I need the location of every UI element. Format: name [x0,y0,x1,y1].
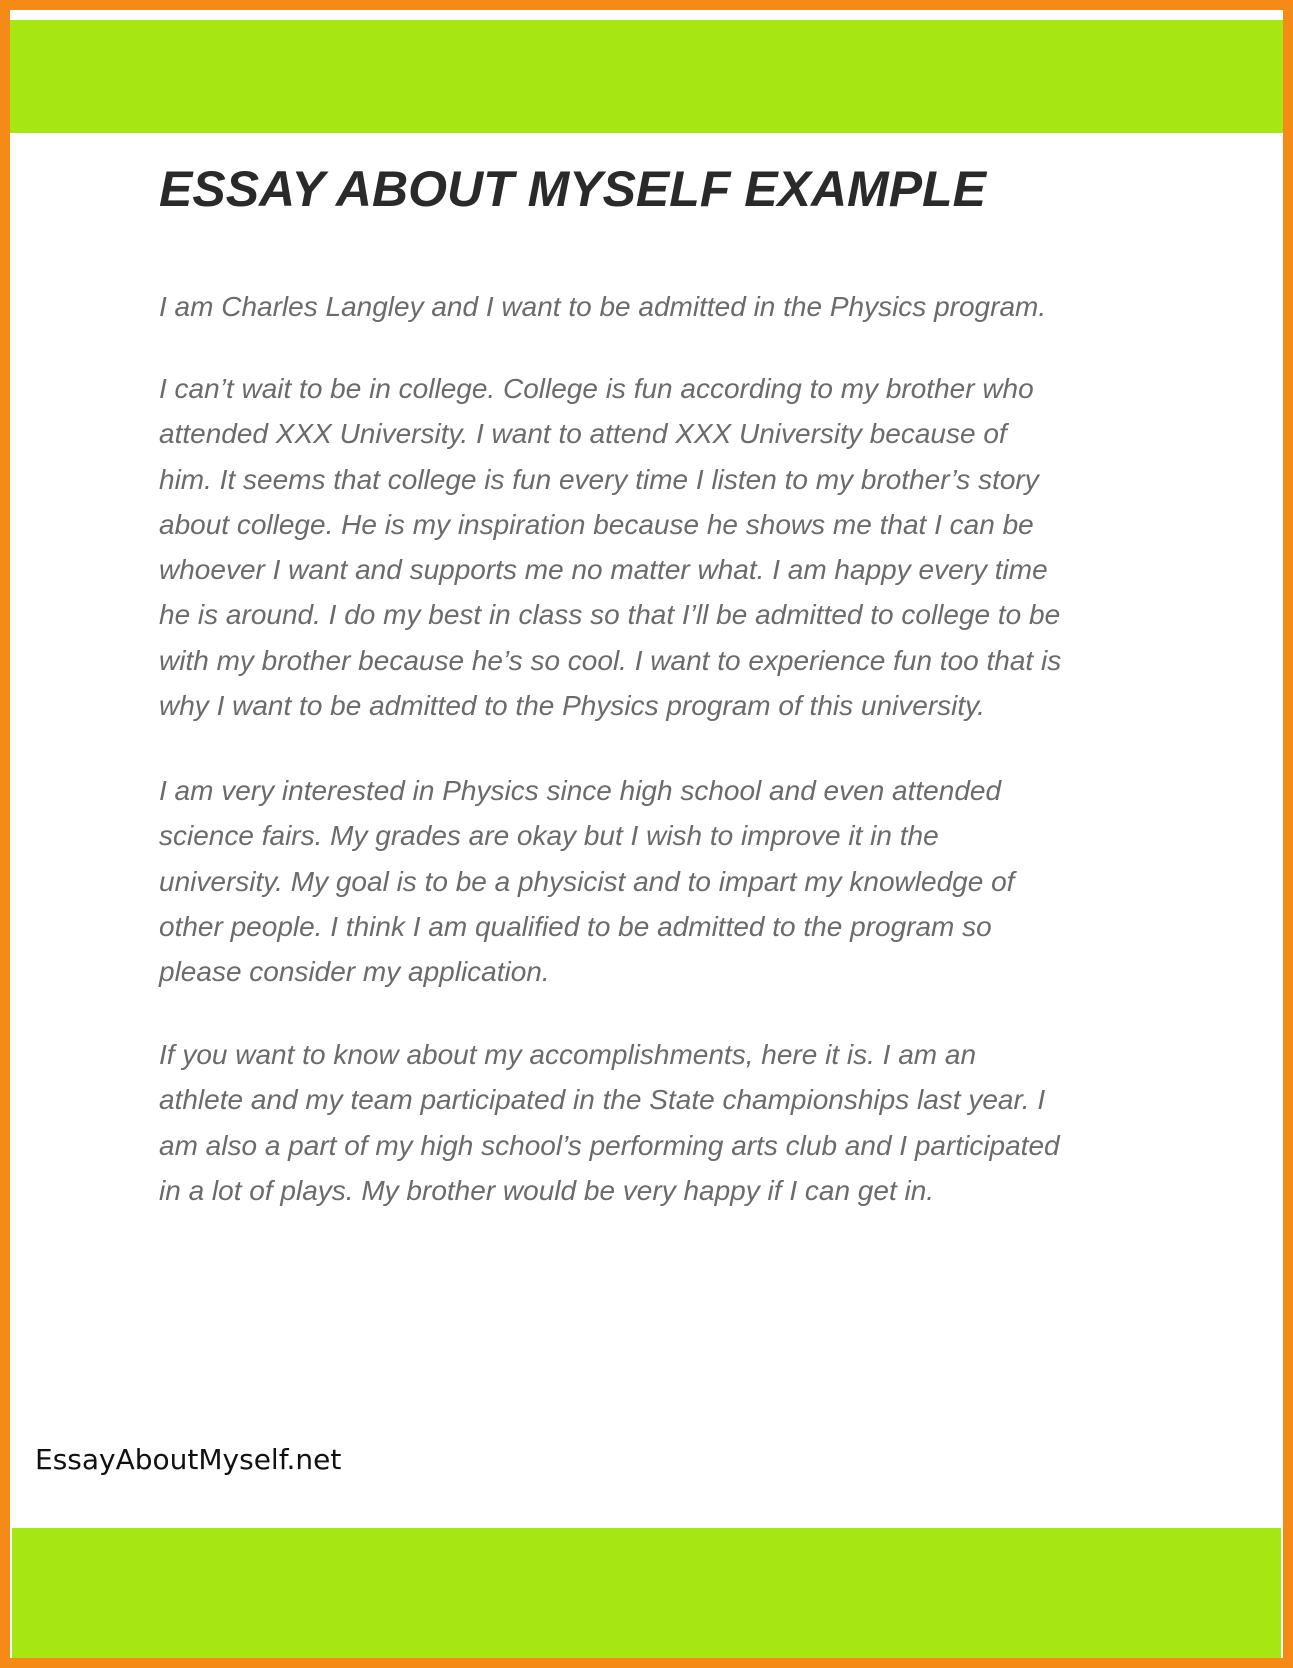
essay-paragraph-intro: I am Charles Langley and I want to be admitted in the Physics program. [159,291,1047,322]
essay-paragraph-physics: I am very interested in Physics since high school and even attended science fairs. My grades are okay but I wish to improve it in the university. My goal is to be a physicist and to impart my knowledge of other people. I think I am qualified to be admitted to the program so please consider my application. [159,775,1015,988]
essay-title: ESSAY ABOUT MYSELF EXAMPLE [159,161,986,217]
footer-site-name: EssayAboutMyself.net [35,1443,342,1476]
top-green-band [10,20,1283,133]
essay-paragraph-college: I can’t wait to be in college. College is fun according to my brother who attended XXX University. I want to attend XXX University because of him. It seems that college is fun every time I listen to my brother’s story about college. He is my inspiration because he shows me that I can be whoever I want and supports me no matter what. I am happy every time he is around. I do my best in class so that I’ll be admitted to college to be with my brother because he’s so cool. I want to experience fun too that is why I want to be admitted to the Physics program of this university. [159,373,1062,722]
essay-paragraph-accomplishments: If you want to know about my accomplishments, here it is. I am an athlete and my team participated in the State championships last year. I am also a part of my high school’s performing arts club and I participated in a lot of plays. My brother would be very happy if I can get in. [159,1039,1060,1206]
bottom-green-band [12,1528,1281,1658]
